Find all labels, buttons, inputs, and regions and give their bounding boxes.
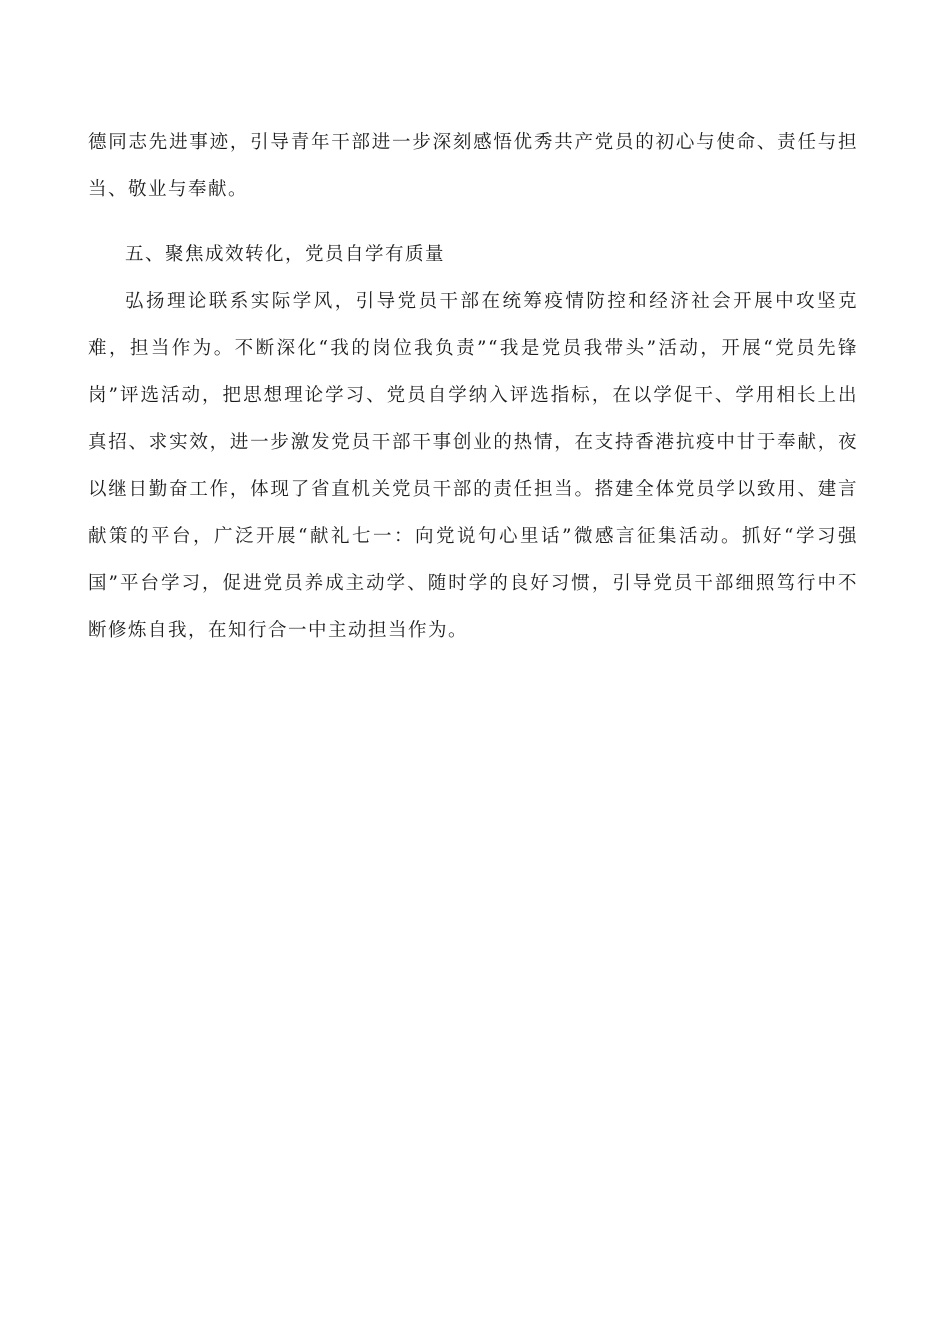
section-heading: 五、聚焦成效转化，党员自学有质量	[125, 244, 446, 265]
continuation-paragraph: 德同志先进事迹，引导青年干部进一步深刻感悟优秀共产党员的初心与使命、责任与担当、敬业与奉献。	[88, 132, 858, 200]
document-body	[88, 119, 858, 654]
body-paragraph: 弘扬理论联系实际学风，引导党员干部在统筹疫情防控和经济社会开展中攻坚克难，担当作为。不断深化“我的岗位我负责”“我是党员我带头”活动，开展“党员先锋岗”评选活动，把思想理论学习、党员自学纳入评选指标，在以学促干、学用相长上出真招、求实效，进一步激发党员干部干事创业的热情，在支持香港抗疫中甘于奉献，夜以继日勤奋工作，体现了省直机关党员干部的责任担当。搭建全体党员学以致用、建言献策的平台，广泛开展“献礼七一：向党说句心里话”微感言征集活动。抓好“学习强国”平台学习，促进党员养成主动学、随时学的良好习惯，引导党员干部细照笃行中不断修炼自我，在知行合一中主动担当作为。	[88, 291, 858, 641]
